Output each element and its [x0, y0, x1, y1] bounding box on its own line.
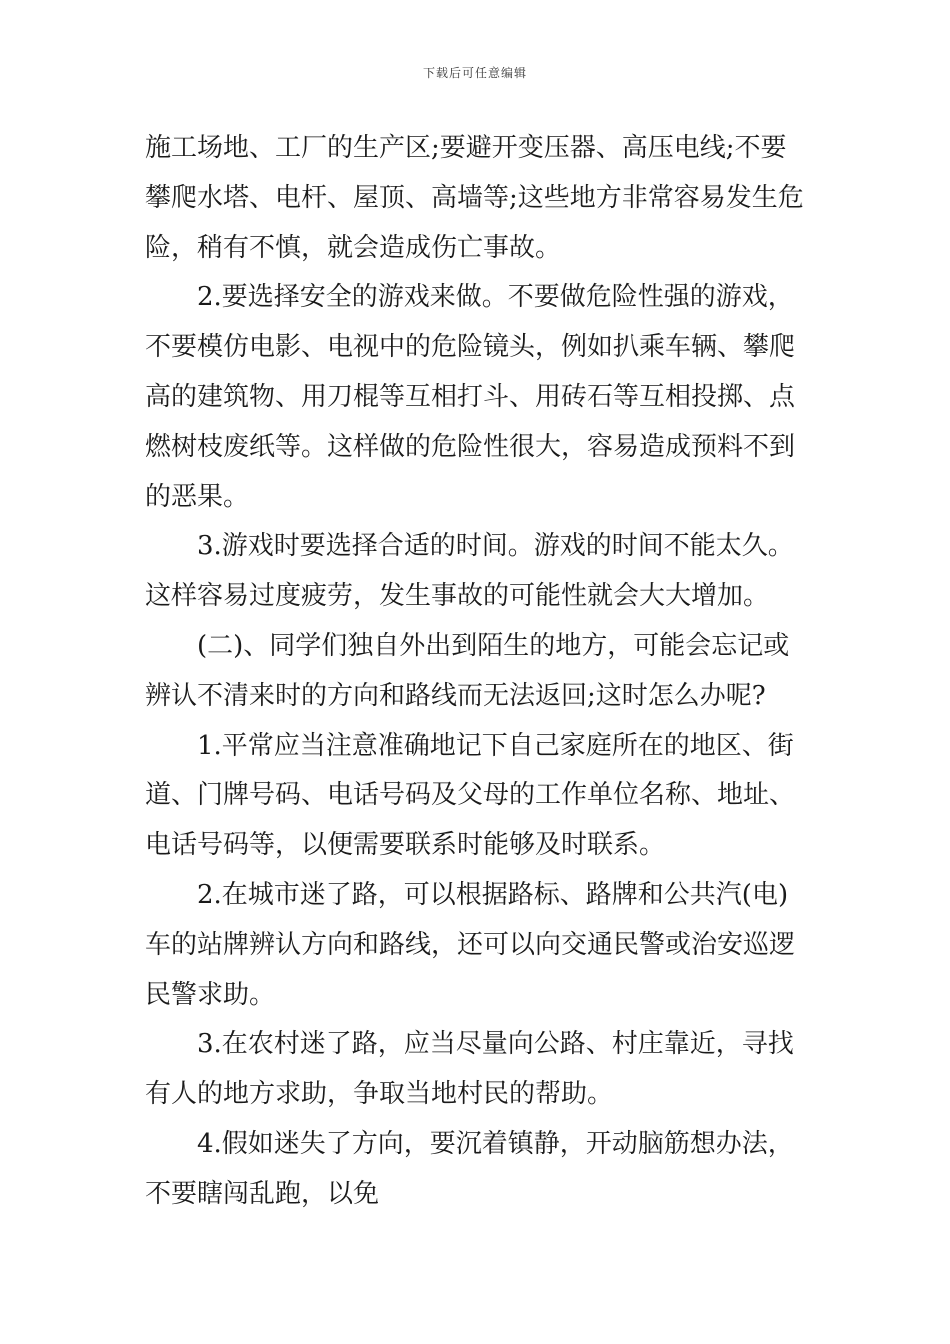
text-line-8: 的恶果。	[145, 481, 250, 512]
text-line-5: 不要模仿电影、电视中的危险镜头，例如扒乘车辆、攀爬	[145, 332, 796, 363]
text-line-20: 有人的地方求助，争取当地村民的帮助。	[145, 1079, 614, 1110]
text-line-21: 4.假如迷失了方向，要沉着镇静，开动脑筋想办法，	[197, 1128, 794, 1159]
text-line-13: 1.平常应当注意准确地记下自己家庭所在的地区、街	[197, 730, 794, 761]
text-line-22: 不要瞎闯乱跑，以免	[145, 1178, 380, 1209]
text-line-10: 这样容易过度疲劳，发生事故的可能性就会大大增加。	[145, 581, 770, 612]
text-line-12: 辨认不清来时的方向和路线而无法返回;这时怎么办呢?	[145, 680, 766, 711]
text-line-16: 2.在城市迷了路，可以根据路标、路牌和公共汽(电)	[197, 879, 789, 910]
text-line-11: (二)、同学们独自外出到陌生的地方，可能会忘记或	[197, 630, 790, 661]
text-line-19: 3.在农村迷了路，应当尽量向公路、村庄靠近，寻找	[197, 1029, 794, 1060]
text-line-9: 3.游戏时要选择合适的时间。游戏的时间不能太久。	[197, 531, 794, 562]
text-line-14: 道、门牌号码、电话号码及父母的工作单位名称、地址、	[145, 780, 796, 811]
text-line-2: 攀爬水塔、电杆、屋顶、高墙等;这些地方非常容易发生危	[145, 182, 804, 213]
text-line-7: 燃树枝废纸等。这样做的危险性很大，容易造成预料不到	[145, 431, 796, 462]
text-line-4: 2.要选择安全的游戏来做。不要做危险性强的游戏，	[197, 282, 794, 313]
text-line-6: 高的建筑物、用刀棍等互相打斗、用砖石等互相投掷、点	[145, 381, 796, 412]
text-line-18: 民警求助。	[145, 979, 276, 1010]
text-line-1: 施工场地、工厂的生产区;要避开变压器、高压电线;不要	[145, 133, 787, 163]
document-body	[145, 124, 810, 1220]
text-line-15: 电话号码等，以便需要联系时能够及时联系。	[145, 830, 666, 861]
text-line-17: 车的站牌辨认方向和路线，还可以向交通民警或治安巡逻	[145, 929, 796, 960]
page-header: 下载后可任意编辑	[422, 66, 527, 80]
text-line-3: 险，稍有不慎，就会造成伤亡事故。	[145, 232, 562, 263]
